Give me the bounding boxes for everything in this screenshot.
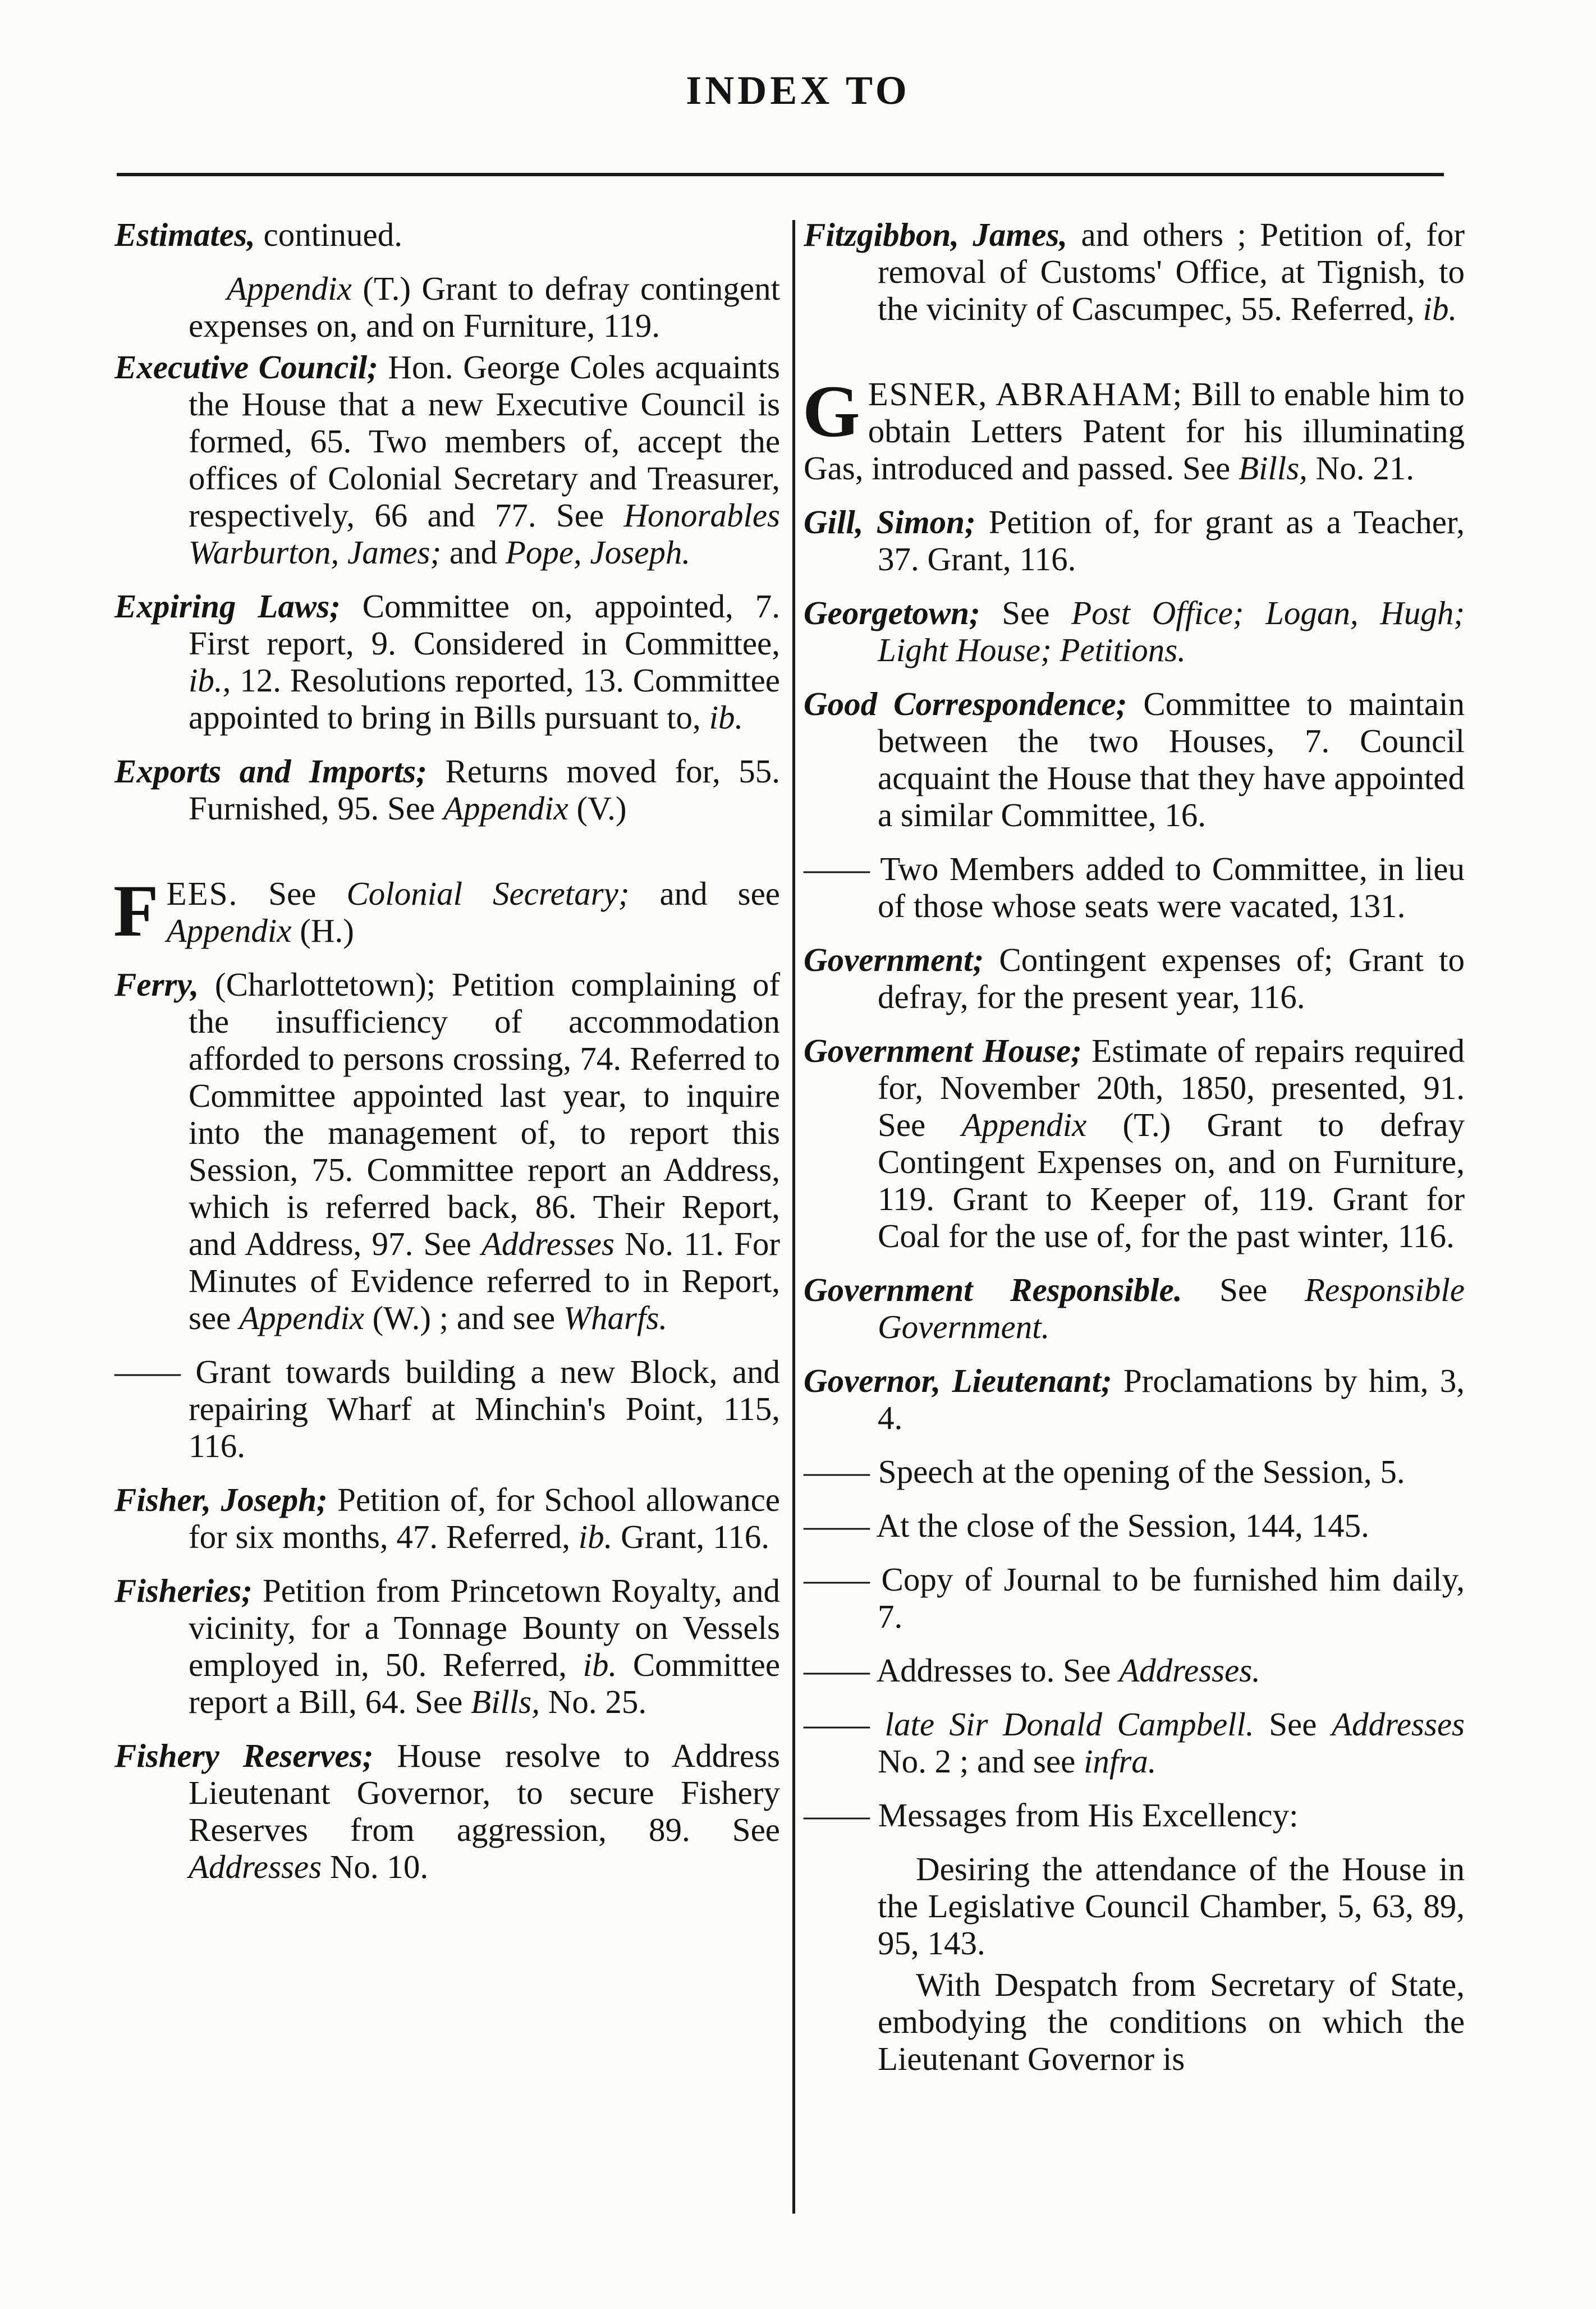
index-entry-r16a: Desiring the attendance of the House in the Legislative Council Chamber, 5, 63, 89, 95, 143. bbox=[878, 1850, 1465, 1962]
left-column bbox=[114, 216, 780, 1902]
index-entry-r5: Good Correspondence; Committee to maintain between the two Houses, 7. Council acquaint the House that they have appointed a similar Committee, 16. bbox=[804, 685, 1465, 833]
index-entry-r11: —— Speech at the opening of the Session, 5. bbox=[804, 1453, 1405, 1490]
index-entry-r2: GESNER, ABRAHAM; Bill to enable him to obtain Letters Patent for his illuminating Gas, introduced and passed. See Bills, No. 21. bbox=[802, 370, 1465, 487]
index-entry-r6: —— Two Members added to Committee, in lieu of those whose seats were vacated, 131. bbox=[804, 850, 1465, 924]
index-entry-r9: Government Responsible. See Responsible Government. bbox=[804, 1271, 1465, 1345]
index-entry-l9: Fisheries; Petition from Princetown Royalty, and vicinity, for a Tonnage Bounty on Vessels employed in, 50. Referred, ib. Committee report a Bill, 64. See Bills, No. 25. bbox=[114, 1572, 781, 1720]
index-entry-r3: Gill, Simon; Petition of, for grant as a Teacher, 37. Grant, 116. bbox=[804, 503, 1465, 578]
column-divider bbox=[792, 220, 795, 2214]
index-entry-l1: Estimates, continued. bbox=[114, 216, 402, 253]
index-entry-l6: Ferry, (Charlottetown); Petition complaining of the insufficiency of accommodation afforded to persons crossing, 74. Referred to Committee appointed last year, to inquire into the management of, to report this Session, 75. Committee report an Address, which is referred back, 86. Their Report, and Address, 97. See Addresses No. 11. For Minutes of Evidence referred to in Report, see Appendix (W.) ; and see Wharfs. bbox=[114, 966, 780, 1336]
index-entry-r15: —— late Sir Donald Campbell. See Addresses No. 2 ; and see infra. bbox=[804, 1706, 1465, 1780]
index-entry-r16b: With Despatch from Secretary of State, embodying the conditions on which the Lieutenant Governor is bbox=[878, 1966, 1465, 2077]
index-entry-l3: Expiring Laws; Committee on, appointed, 7. First report, 9. Considered in Committee, ib., 12. Resolutions reported, 13. Committee appointed to bring in Bills pursuant to, ib. bbox=[114, 588, 780, 736]
index-entry-r12: —— At the close of the Session, 144, 145. bbox=[804, 1507, 1369, 1544]
index-entry-l7: —— Grant towards building a new Block, and repairing Wharf at Minchin's Point, 115, 116. bbox=[114, 1353, 780, 1464]
page-header: INDEX TO bbox=[686, 68, 910, 113]
index-entry-l10: Fishery Reserves; House resolve to Address Lieutenant Governor, to secure Fishery Reserves from aggression, 89. See Addresses No. 10. bbox=[114, 1737, 780, 1885]
index-entry-r10: Governor, Lieutenant; Proclamations by him, 3, 4. bbox=[804, 1362, 1465, 1436]
index-entry-l1s: Appendix (T.) Grant to defray contingent expenses on, and on Furniture, 119. bbox=[189, 270, 780, 344]
index-entry-r13: —— Copy of Journal to be furnished him daily, 7. bbox=[804, 1561, 1465, 1635]
index-entry-l5: FEES. See Colonial Secretary; and see Appendix (H.) bbox=[113, 869, 780, 952]
index-entry-l8: Fisher, Joseph; Petition of, for School allowance for six months, 47. Referred, ib. Grant, 116. bbox=[114, 1481, 780, 1555]
index-entry-r14: —— Addresses to. See Addresses. bbox=[804, 1652, 1260, 1689]
index-entry-r7: Government; Contingent expenses of; Grant to defray, for the present year, 116. bbox=[804, 941, 1465, 1015]
index-entry-r1: Fitzgibbon, James, and others ; Petition of, for removal of Customs' Office, at Tignish, to the vicinity of Cascumpec, 55. Referred, ib. bbox=[804, 216, 1465, 327]
index-entry-r4: Georgetown; See Post Office; Logan, Hugh; Light House; Petitions. bbox=[804, 594, 1465, 668]
index-entry-r16: —— Messages from His Excellency: bbox=[804, 1797, 1299, 1834]
index-entry-r8: Government House; Estimate of repairs required for, November 20th, 1850, presented, 91. See Appendix (T.) Grant to defray Contingent Expenses on, and on Furniture, 119. Grant to Keeper of, 119. Grant for Coal for the use of, for the past winter, 116. bbox=[804, 1032, 1465, 1254]
index-entry-l2: Executive Council; Hon. George Coles acquaints the House that a new Executive Council is formed, 65. Two members of, accept the offices of Colonial Secretary and Treasurer, respectively, 66 and 77. See Honorables Warburton, James; and Pope, Joseph. bbox=[114, 349, 780, 571]
index-entry-l4: Exports and Imports; Returns moved for, 55. Furnished, 95. See Appendix (V.) bbox=[114, 753, 780, 827]
header-rule bbox=[117, 173, 1444, 176]
right-column bbox=[804, 216, 1465, 2082]
drop-capital: G bbox=[802, 370, 860, 452]
drop-capital: F bbox=[113, 869, 159, 952]
